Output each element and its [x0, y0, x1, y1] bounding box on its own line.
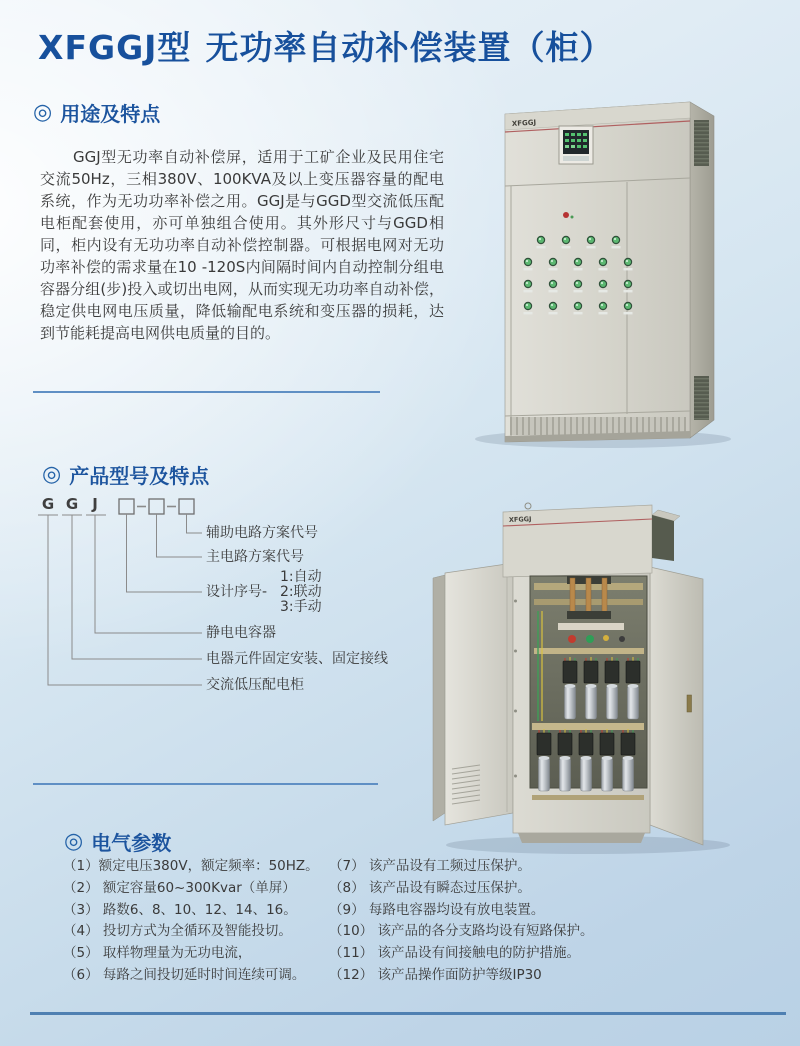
bullseye-icon: ◎ — [42, 461, 62, 487]
right-door-open — [650, 567, 703, 845]
cabinet-plinth — [518, 833, 645, 843]
bullseye-icon: ◎ — [64, 828, 84, 854]
code-box-1 — [119, 499, 134, 514]
label-aux-circuit: 辅助电路方案代号 — [206, 525, 318, 541]
page-title-model: XFGGJ型 — [38, 28, 192, 67]
section-usage-title: 用途及特点 — [60, 102, 161, 126]
label-design-opt1: 1:自动 — [280, 569, 322, 585]
param-item: （11） 该产品设有间接触电的防护措施。 — [329, 945, 580, 962]
label-design-opt2: 2:联动 — [280, 584, 322, 600]
param-item: （8） 该产品设有瞬态过压保护。 — [329, 879, 531, 896]
section-params-title: 电气参数 — [91, 831, 172, 855]
model-letter-g2: G — [65, 495, 79, 513]
open-cabinet-photo — [418, 481, 800, 863]
usage-paragraph: GGJ型无功率自动补偿屏，适用于工矿企业及民用住宅交流50Hz，三相380V、100KVA及以上变压器容量的配电系统，作为无功功率补偿之用。GGJ是与GGD型交流低压配电柜配套使用，亦可单独组合使用。其外形尺寸与GGD相同，柜内设有无功功率自动补偿控制器。可根据电网对无功功率补偿的需求量在10 -120S内间隔时间内自动控制分组电容器分组(步)投入或切出电网，从而实现无功功率自动补偿，稳定供电网电压质量，降低输配电系统和变压器的损耗，达到节能耗提高电网供电质量的目的。 — [40, 148, 444, 342]
closed-cabinet-photo — [448, 86, 796, 450]
label-ac-cabinet: 交流低压配电柜 — [206, 677, 304, 693]
label-main-circuit: 主电路方案代号 — [206, 549, 304, 565]
param-item: （12） 该产品操作面防护等级IP30 — [329, 966, 542, 983]
left-door-open — [433, 563, 513, 825]
side-vent-top — [694, 120, 709, 166]
param-item: （1）额定电压380V，额定频率：50HZ。 — [63, 858, 319, 874]
cabinet-interior — [530, 576, 647, 800]
param-item: （7） 该产品设有工频过压保护。 — [329, 858, 531, 874]
shelf — [532, 723, 644, 730]
footer-rule — [30, 1012, 786, 1015]
section-model-header — [42, 460, 209, 489]
cabinet-nameplate: XFGGJ — [508, 515, 532, 524]
divider — [33, 783, 378, 785]
side-vent-bottom — [694, 376, 709, 420]
code-box-3 — [179, 499, 194, 514]
label-design-opt3: 3:手动 — [280, 599, 322, 615]
model-letter-g1: G — [41, 495, 55, 513]
param-item: （10） 该产品的各分支路均设有短路保护。 — [329, 923, 594, 940]
label-capacitor: 静电电容器 — [206, 625, 276, 641]
params-right-column — [329, 856, 669, 987]
cabinet-top-section — [503, 503, 680, 577]
lifting-ring — [525, 503, 531, 509]
shelf — [534, 648, 644, 654]
bullseye-icon: ◎ — [33, 99, 53, 125]
page-title-text: 无功率自动补偿装置（柜） — [205, 28, 614, 67]
page-title — [38, 22, 613, 69]
param-item: （3） 路数6、8、10、12、14、16。 — [63, 901, 297, 918]
section-usage-header — [33, 98, 160, 127]
label-fixed-install: 电器元件固定安装、固定接线 — [206, 651, 388, 667]
param-item: （9） 每路电容器均设有放电装置。 — [329, 901, 545, 918]
param-item: （4） 投切方式为全循环及智能投切。 — [63, 923, 292, 940]
cabinet-nameplate: XFGGJ — [511, 118, 537, 128]
shelf — [532, 795, 644, 800]
label-design-serial: 设计序号- — [206, 584, 268, 600]
section-params-header — [64, 827, 171, 856]
controller-display — [559, 126, 593, 164]
params-left-column — [63, 856, 328, 987]
divider — [33, 391, 380, 393]
param-item: （2） 额定容量60~300Kvar（单屏） — [63, 879, 296, 896]
model-letter-j: J — [92, 495, 98, 513]
cabinet-front-panel — [505, 102, 690, 442]
section-model-title: 产品型号及特点 — [69, 464, 210, 488]
param-item: （5） 取样物理量为无功电流， — [63, 945, 252, 962]
param-item: （6） 每路之间投切延时时间连续可调。 — [63, 966, 306, 983]
code-box-2 — [149, 499, 164, 514]
door-handle — [687, 695, 692, 712]
top-vent-box — [652, 515, 674, 561]
